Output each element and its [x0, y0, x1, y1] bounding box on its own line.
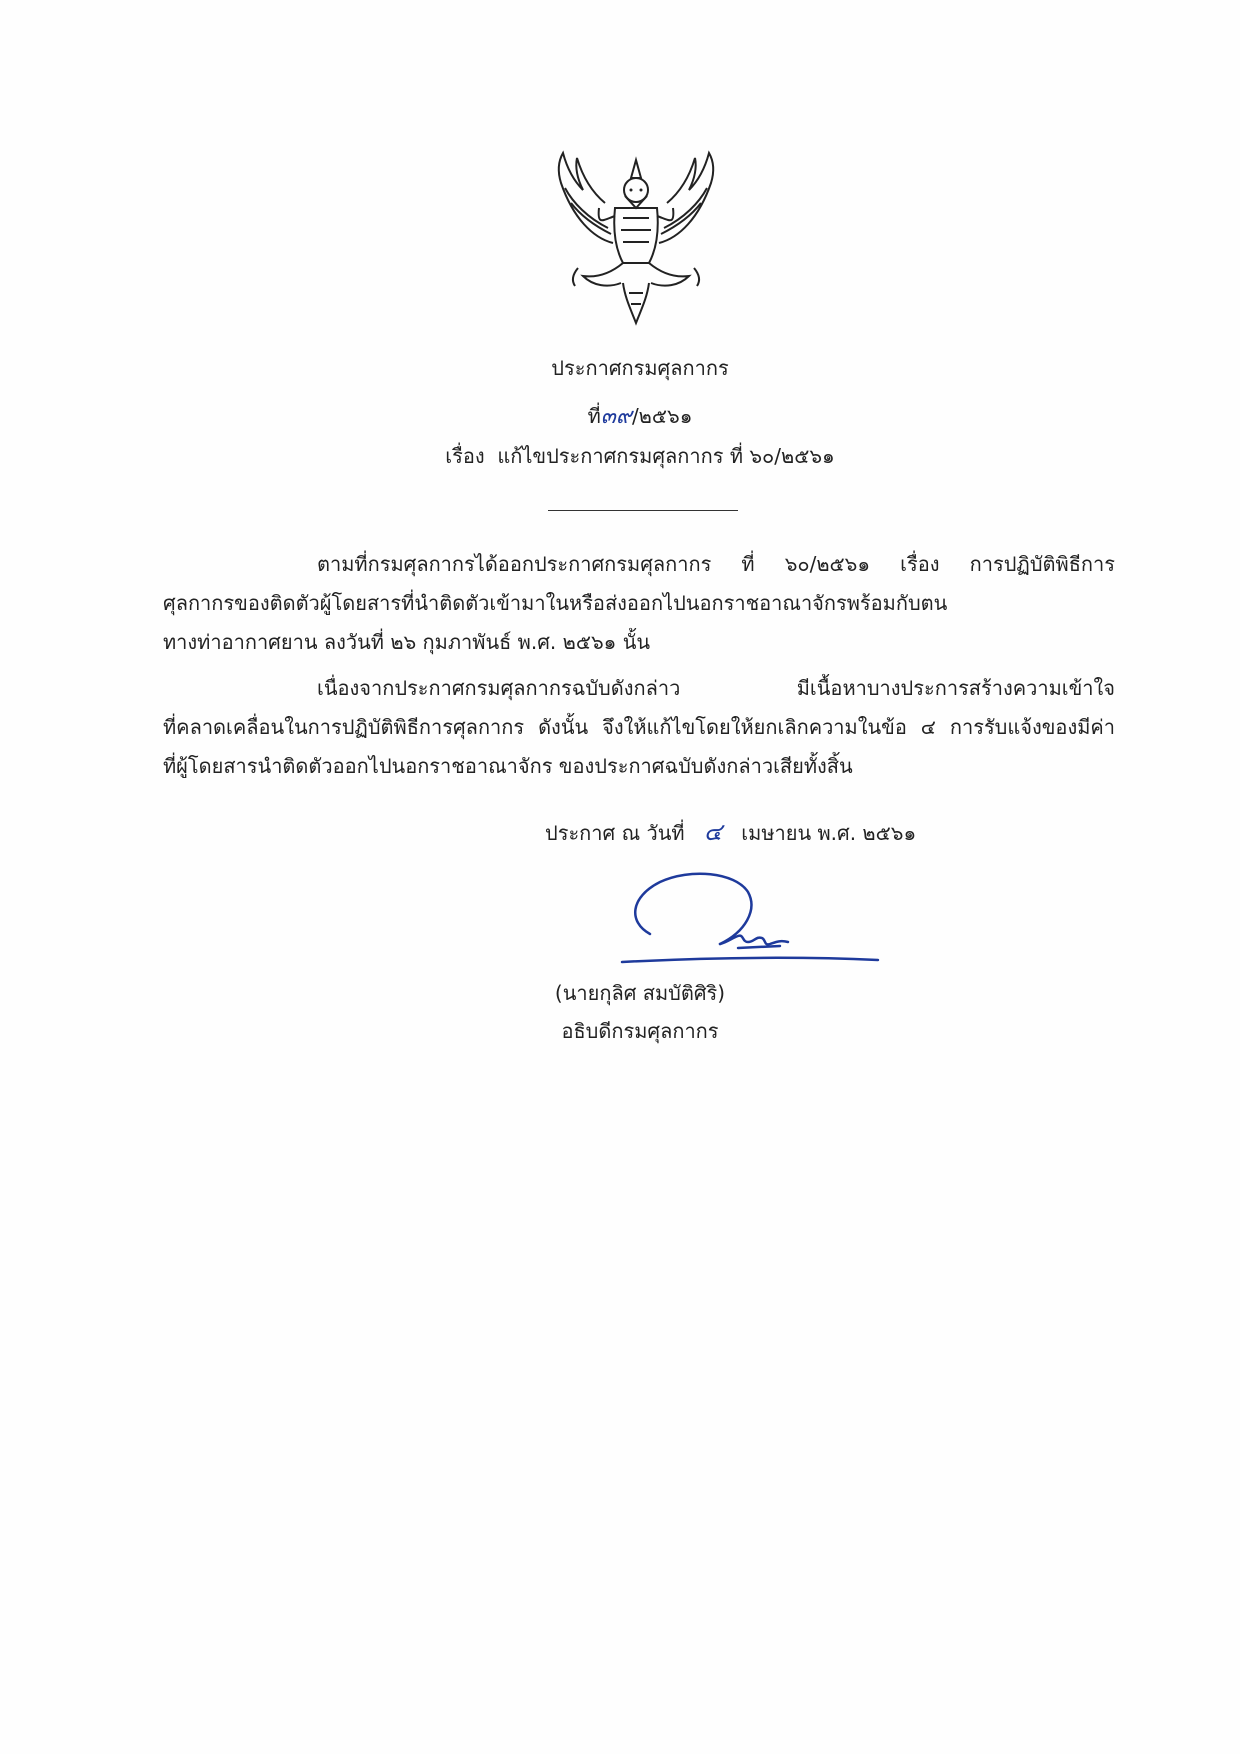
paragraph-line: ศุลกากรของติดตัวผู้โดยสารที่นำติดตัวเข้ามาในหรือส่งออกไปนอกราชอาณาจักรพร้อมกับตน	[163, 591, 948, 615]
date-suffix: เมษายน พ.ศ. ๒๕๖๑	[741, 821, 917, 845]
announcement-number	[0, 398, 1240, 433]
paragraph-line: เนื่องจากประกาศกรมศุลกากรฉบับดังกล่าว มีเนื้อหาบางประการสร้างความเข้าใจ	[317, 676, 1115, 700]
signatory-position: อธิบดีกรมศุลกากร	[561, 1019, 719, 1043]
number-prefix: ที่	[587, 404, 601, 428]
number-suffix: /๒๕๖๑	[631, 404, 693, 428]
announcement-subject	[0, 440, 1240, 472]
subject-label: เรื่อง	[445, 444, 485, 468]
date-prefix: ประกาศ ณ วันที่	[545, 821, 685, 845]
garuda-emblem	[553, 148, 719, 328]
handwritten-day: ๔	[703, 818, 723, 846]
paragraph-line: ตามที่กรมศุลกากรได้ออกประกาศกรมศุลกากร ที่ ๖๐/๒๕๖๑ เรื่อง การปฏิบัติพิธีการ	[317, 552, 1115, 576]
header-divider	[548, 510, 738, 511]
signatory-name: (นายกุลิศ สมบัติศิริ)	[554, 981, 726, 1005]
paragraph-line: ที่คลาดเคลื่อนในการปฏิบัติพิธีการศุลกากร ดังนั้น จึงให้แก้ไขโดยให้ยกเลิกความในข้อ ๔ การรับแจ้งของมีค่า	[163, 715, 1115, 739]
paragraph-line: ที่ผู้โดยสารนำติดตัวออกไปนอกราชอาณาจักร ของประกาศฉบับดังกล่าวเสียทั้งสิ้น	[163, 754, 853, 778]
announcement-title: ประกาศกรมศุลกากร	[551, 356, 729, 380]
announcement-date	[545, 812, 916, 851]
paragraph-2	[163, 669, 1115, 786]
paragraph-line: ทางท่าอากาศยาน ลงวันที่ ๒๖ กุมภาพันธ์ พ.ศ. ๒๕๖๑ นั้น	[163, 630, 651, 654]
subject-text: แก้ไขประกาศกรมศุลกากร ที่ ๖๐/๒๕๖๑	[497, 444, 835, 468]
paragraph-1	[163, 545, 1115, 662]
handwritten-signature	[620, 862, 880, 967]
handwritten-number: ๓๙	[600, 404, 632, 429]
